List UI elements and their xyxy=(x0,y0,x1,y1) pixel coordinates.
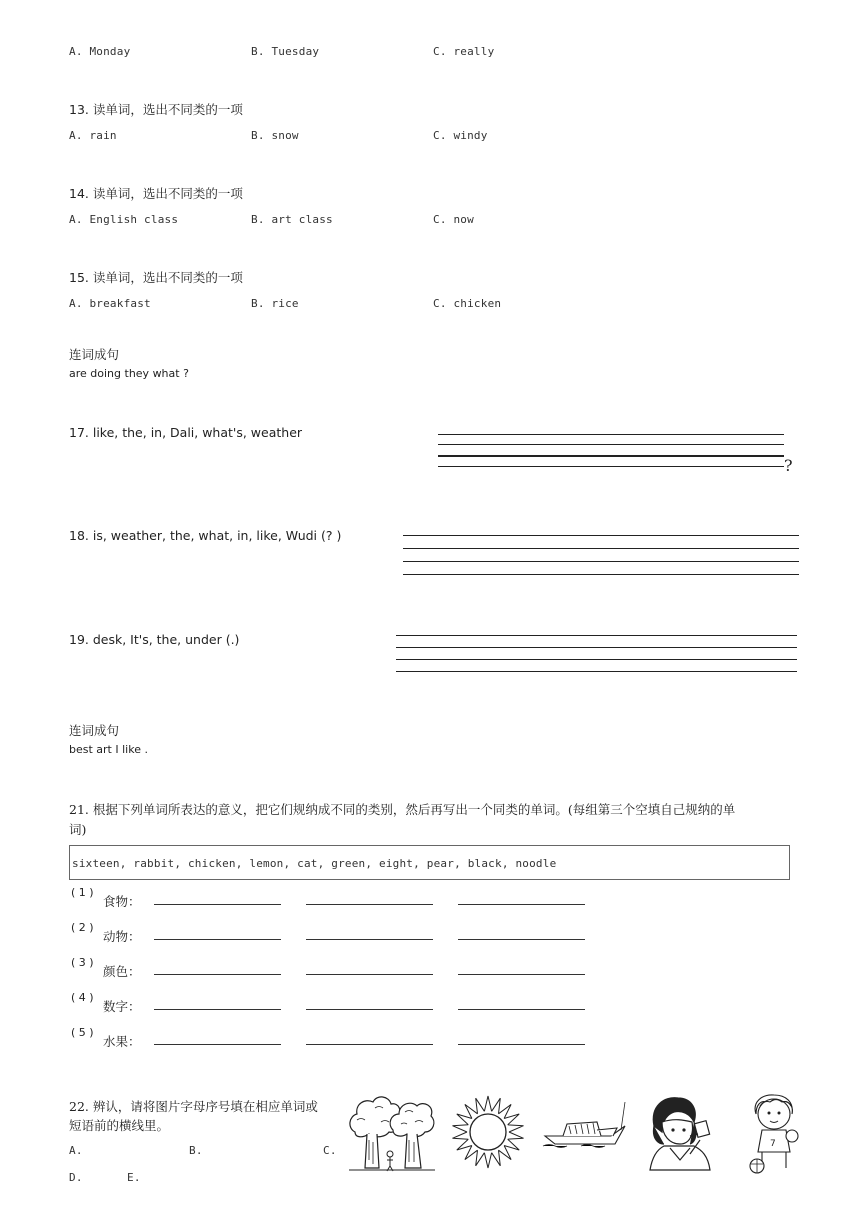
q19-answer-line-2[interactable] xyxy=(396,647,797,648)
q21-row-5-label: 水果： xyxy=(103,1034,141,1049)
q21-title-line2: 词) xyxy=(69,822,87,837)
q14-option-c: C. now xyxy=(433,213,474,226)
q19-answer-line-3[interactable] xyxy=(396,659,797,660)
q22-title-line1: 22. 辨认，请将图片字母序号填在相应单词或 xyxy=(69,1099,318,1114)
q17-prompt: 17. like, the, in, Dali, what's, weather xyxy=(69,425,303,440)
q16-words: are doing they what ? xyxy=(69,367,189,380)
q12-option-c: C. really xyxy=(433,45,495,58)
q22-option-b: B. xyxy=(189,1144,203,1157)
q18-prompt: 18. is, weather, the, what, in, like, Wudi (? ) xyxy=(69,528,342,543)
q14-option-b: B. art class xyxy=(251,213,333,226)
q21-row-1-number: ( 1 ) xyxy=(71,886,94,899)
q18-answer-line-1[interactable] xyxy=(403,535,799,536)
q17-answer-line-2[interactable] xyxy=(438,444,784,445)
q21-row-4-number: ( 4 ) xyxy=(71,991,94,1004)
q14-title: 14. 读单词，选出不同类的一项 xyxy=(69,186,243,201)
q21-row-3-blank-1[interactable] xyxy=(154,974,281,975)
girl-drinking-picture xyxy=(640,1092,720,1174)
q17-answer-line-1[interactable] xyxy=(438,434,784,435)
q15-option-b: B. rice xyxy=(251,297,299,310)
q14-option-a: A. English class xyxy=(69,213,179,226)
q13-title: 13. 读单词，选出不同类的一项 xyxy=(69,102,243,117)
q21-row-2-blank-3[interactable] xyxy=(458,939,585,940)
q22-option-c: C. xyxy=(323,1144,337,1157)
q22-option-a: A. xyxy=(69,1144,83,1157)
q21-row-4-label: 数字： xyxy=(103,999,141,1014)
boy-basketball-picture xyxy=(748,1092,800,1176)
q16-title: 连词成句 xyxy=(69,347,120,362)
q21-row-4-blank-2[interactable] xyxy=(306,1009,433,1010)
q21-word-bank: sixteen, rabbit, chicken, lemon, cat, green, eight, pear, black, noodle xyxy=(72,857,557,870)
q17-answer-line-3[interactable] xyxy=(438,455,784,457)
q21-row-2-number: ( 2 ) xyxy=(71,921,94,934)
q19-answer-line-1[interactable] xyxy=(396,635,797,636)
q21-row-3-blank-2[interactable] xyxy=(306,974,433,975)
q21-row-5-blank-2[interactable] xyxy=(306,1044,433,1045)
svg-text:7: 7 xyxy=(770,1139,776,1149)
q15-option-a: A. breakfast xyxy=(69,297,151,310)
q21-row-1-label: 食物： xyxy=(103,894,141,909)
q17-answer-line-4[interactable] xyxy=(438,466,784,467)
q21-row-1-blank-1[interactable] xyxy=(154,904,281,905)
q21-title-line1: 21. 根据下列单词所表达的意义，把它们规纳成不同的类别，然后再写出一个同类的单词。(每组第三个空填自己规纳的单 xyxy=(69,802,736,817)
q22-option-d: D. xyxy=(69,1171,83,1184)
q13-option-c: C. windy xyxy=(433,129,488,142)
q12-option-a: A. Monday xyxy=(69,45,131,58)
q21-row-2-blank-1[interactable] xyxy=(154,939,281,940)
q20-title: 连词成句 xyxy=(69,723,120,738)
q21-row-5-blank-1[interactable] xyxy=(154,1044,281,1045)
trees-picture xyxy=(345,1092,437,1174)
sun-picture xyxy=(449,1094,527,1170)
q21-row-4-blank-1[interactable] xyxy=(154,1009,281,1010)
q22-title-line2: 短语前的横线里。 xyxy=(69,1118,170,1133)
q15-option-c: C. chicken xyxy=(433,297,502,310)
q17-question-mark: ? xyxy=(784,456,793,475)
q20-words: best art I like . xyxy=(69,743,148,756)
q21-row-4-blank-3[interactable] xyxy=(458,1009,585,1010)
q18-answer-line-4[interactable] xyxy=(403,574,799,575)
q21-word-bank-box xyxy=(69,845,790,880)
q21-row-5-number: ( 5 ) xyxy=(71,1026,94,1039)
q13-option-a: A. rain xyxy=(69,129,117,142)
q21-row-3-blank-3[interactable] xyxy=(458,974,585,975)
q21-row-2-label: 动物： xyxy=(103,929,141,944)
q22-option-e: E. xyxy=(127,1171,141,1184)
q19-answer-line-4[interactable] xyxy=(396,671,797,672)
q21-row-3-label: 颜色： xyxy=(103,964,141,979)
q21-row-1-blank-2[interactable] xyxy=(306,904,433,905)
q18-answer-line-3[interactable] xyxy=(403,561,799,562)
q21-row-2-blank-2[interactable] xyxy=(306,939,433,940)
q15-title: 15. 读单词，选出不同类的一项 xyxy=(69,270,243,285)
q12-option-b: B. Tuesday xyxy=(251,45,320,58)
q18-answer-line-2[interactable] xyxy=(403,548,799,549)
q13-option-b: B. snow xyxy=(251,129,299,142)
q19-prompt: 19. desk, It's, the, under (.) xyxy=(69,632,240,647)
q21-row-5-blank-3[interactable] xyxy=(458,1044,585,1045)
q21-row-3-number: ( 3 ) xyxy=(71,956,94,969)
q21-row-1-blank-3[interactable] xyxy=(458,904,585,905)
boat-picture xyxy=(541,1100,631,1150)
